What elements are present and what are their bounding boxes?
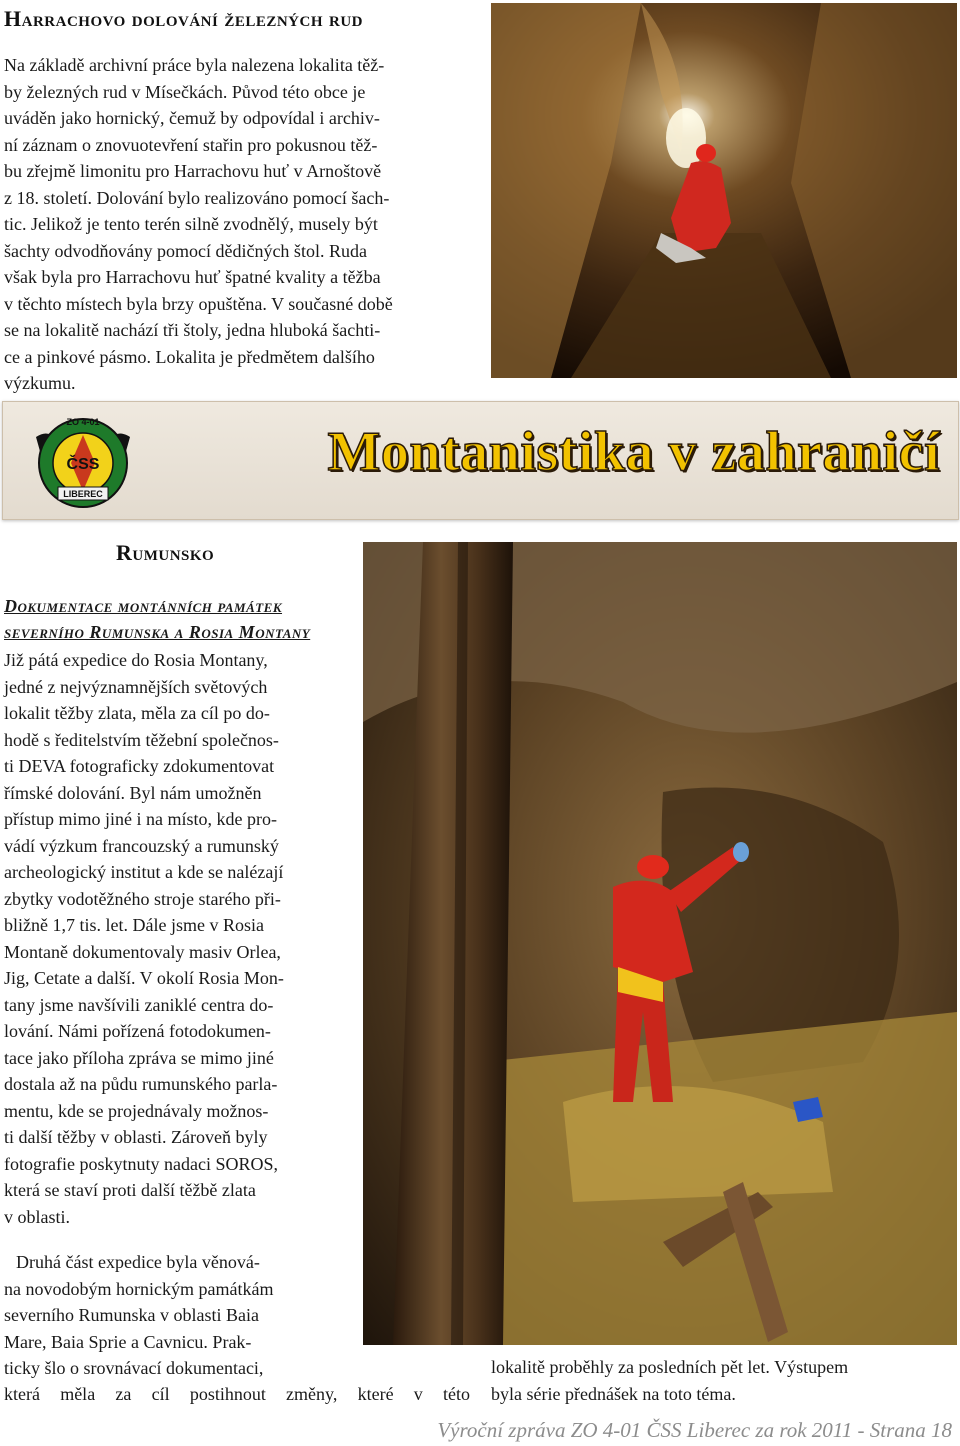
paragraph-lectures: lokalitě proběhly za posledních pět let. Výstupem byla série přednášek na toto téma.: [491, 1357, 849, 1404]
mine-tunnel-photo: [491, 3, 957, 378]
logo-bottom-text: LIBEREC: [63, 489, 103, 499]
subtitle-line-2: severního Rumunska a Rosia Montany: [4, 622, 311, 642]
club-logo: [28, 407, 138, 513]
section-banner: [2, 401, 959, 520]
paragraph-baia-mare: Druhá část expedice byla věnová- na novodobým hornickým památkám severního Rumunska v oblasti Baia Mare, Baia Sprie a Cavnicu. Prak- ticky šlo o srovnávací dokumentaci,: [4, 1252, 274, 1378]
logo-center-text: ČSS: [66, 456, 100, 473]
page-footer: Výroční zpráva ZO 4-01 ČSS Liberec za rok 2011 - Strana 18: [437, 1418, 952, 1442]
banner-title: Montanistika v zahraničí: [327, 421, 940, 483]
paragraph-baia-mare-last-line: která měla za cíl postihnout změny, které v této: [4, 1384, 470, 1404]
paragraph-rosia-montana: Již pátá expedice do Rosia Montany, jedné z nejvýznamnějších světových lokalit těžby zlata, měla za cíl po do- hodě s ředitelstvím těžební společnos- ti DEVA fotograficky zdokumentovat římské dolování. Byl nám umožněn přístup mimo jiné i na místo, kde pro- vádí výzkum francouzský a rumunský archeologický institut a kde se nalézají zbytky vodotěžného stroje starého při- bližně 1,7 tis. let. Dále jsme v Rosia Montaně dokumentovaly masiv Orlea, Jig, Cetate a další. V okolí Rosia Mon- tany jsme navšívili zaniklé centra do- lování. Námi pořízená fotodokumen- tace jako příloha zpráva se mimo jiné dostala až na půdu rumunského parla- mentu, kde se projednávaly možnos- ti další těžby v oblasti. Zároveň byly fotografie poskytnuty nadaci SOROS, která se staví proti další těžbě zlata v oblasti.: [4, 650, 284, 1227]
section-title-rumunsko: Rumunsko: [116, 540, 215, 565]
subtitle-line-1: Dokumentace montánních památek: [4, 596, 283, 616]
paragraph-harrachov: Na základě archivní práce byla nalezena lokalita těž- by železných rud v Mísečkách. Původ této obce je uváděn jako hornický, čemuž by odpovídal i archiv- ní záznam o znovuotevření stařin pro pokusnou těž- bu zřejmě limonitu pro Harrachovu huť v Arnoštově z 18. století. Dolování bylo realizováno pomocí šach- tic. Jelikož je tento terén silně zvodnělý, musely být šachty odvodňovány pomocí dědičných štol. Ruda však byla pro Harrachovu huť špatné kvality a těžba v těchto místech byla brzy opuštěna. V současné době se na lokalitě nachází tři štoly, jedna hluboká šachti- ce a pinkové pásmo. Lokalita je předmětem dalšího výzkumu.: [4, 55, 393, 393]
section-title-harrachov: Harrachovo dolování železných rud: [4, 6, 364, 31]
rosia-montana-mine-photo: [363, 542, 957, 1345]
logo-top-text: ZO 4-01: [66, 417, 100, 427]
